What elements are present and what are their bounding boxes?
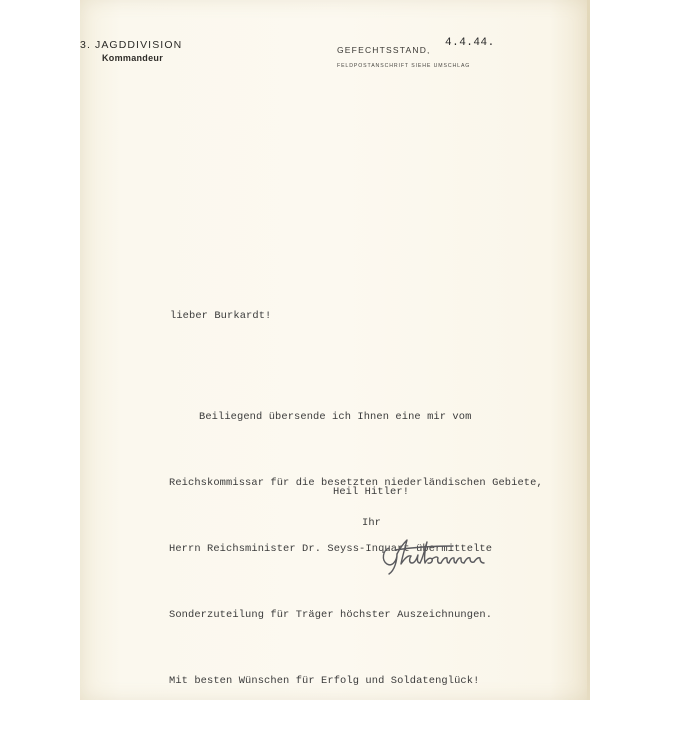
paper-edge (587, 0, 590, 700)
unit-role: Kommandeur (102, 53, 164, 63)
letterhead-right (337, 37, 577, 69)
body-line: Sonderzuteilung für Träger höchster Auszeichnungen. (169, 609, 493, 621)
closing-ihr: Ihr (362, 517, 382, 529)
body-line: Mit besten Wünschen für Erfolg und Soldatenglück! (169, 675, 480, 687)
body-line: Herrn Reichsminister Dr. Seyss-Inquart übermittelte (169, 543, 493, 555)
unit-name: 3. JAGDDIVISION (80, 39, 183, 51)
signature-graphic (375, 528, 515, 576)
letter-date: 4.4.44. (445, 37, 495, 49)
closing: Heil Hitler! (333, 486, 410, 498)
handwritten-signature (375, 528, 515, 581)
salutation: lieber Burkardt! (170, 310, 272, 322)
command-post-label: GEFECHTSSTAND, (337, 45, 431, 55)
body-line: Reichskommissar für die besetzten niederländischen Gebiete, (169, 477, 543, 489)
letter-sheet (80, 0, 590, 700)
body-line: Beiliegend übersende ich Ihnen eine mir vom (199, 411, 472, 423)
letterhead-left (80, 39, 220, 63)
field-post-note: FELDPOSTANSCHRIFT SIEHE UMSCHLAG (337, 63, 471, 69)
